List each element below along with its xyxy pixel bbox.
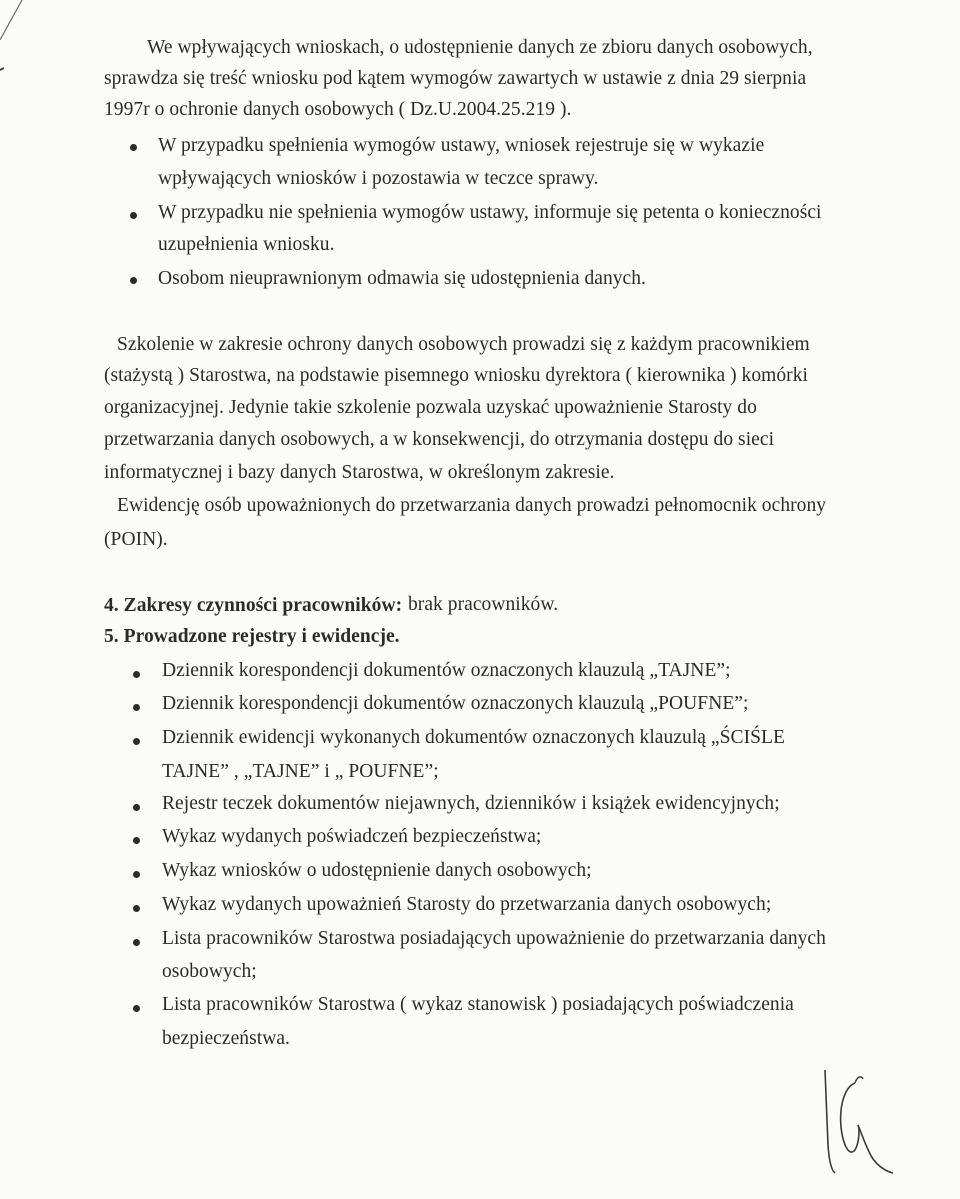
register-item-3-line-2: TAJNE” , „TAJNE” i „ POUFNE”; — [162, 761, 439, 782]
bullet-icon — [133, 905, 140, 912]
records-note-line-1: Ewidencję osób upoważnionych do przetwarzania danych prowadzi pełnomocnik ochrony — [117, 495, 827, 516]
bullet-icon — [133, 837, 140, 844]
bullet-icon — [133, 939, 140, 946]
bullet-icon — [133, 871, 140, 878]
register-item-3-line-1: Dziennik ewidencji wykonanych dokumentów oznaczonych klauzulą „ŚCIŚLE — [162, 727, 785, 748]
bullet-icon — [133, 738, 140, 745]
intro-line-2: sprawdza się treść wniosku pod kątem wymogów zawartych w ustawie z dnia 29 sierpnia — [104, 68, 807, 89]
section-4-heading: 4. Zakresy czynności pracowników: — [104, 595, 403, 616]
training-line-1: Szkolenie w zakresie ochrony danych osobowych prowadzi się z każdym pracownikiem — [117, 334, 810, 355]
bullet-icon — [133, 1005, 140, 1012]
records-note-line-2: (POIN). — [104, 529, 168, 550]
register-item-5: Wykaz wydanych poświadczeń bezpieczeństwa; — [162, 826, 542, 847]
condition-2-line-2: uzupełnienia wniosku. — [158, 234, 335, 255]
condition-2-line-1: W przypadku nie spełnienia wymogów ustawy, informuje się petenta o konieczności — [158, 202, 822, 223]
condition-1-line-1: W przypadku spełnienia wymogów ustawy, wniosek rejestruje się w wykazie — [158, 135, 765, 156]
condition-3-line-1: Osobom nieuprawnionym odmawia się udostępnienia danych. — [158, 268, 646, 289]
bullet-icon — [130, 277, 137, 284]
register-item-1: Dziennik korespondencji dokumentów oznaczonych klauzulą „TAJNE”; — [162, 660, 731, 681]
register-item-2: Dziennik korespondencji dokumentów oznaczonych klauzulą „POUFNE”; — [162, 693, 749, 714]
register-item-8-line-1: Lista pracowników Starostwa posiadających upoważnienie do przetwarzania danych — [162, 928, 826, 949]
register-item-6: Wykaz wniosków o udostępnienie danych osobowych; — [162, 860, 592, 881]
scan-edge-mark — [0, 0, 40, 80]
register-item-9-line-1: Lista pracowników Starostwa ( wykaz stanowisk ) posiadających poświadczenia — [162, 994, 794, 1015]
bullet-icon — [130, 212, 137, 219]
register-item-9-line-2: bezpieczeństwa. — [162, 1028, 290, 1049]
signature-mark — [815, 1065, 905, 1180]
training-line-5: informatycznej i bazy danych Starostwa, w określonym zakresie. — [104, 462, 615, 483]
bullet-icon — [130, 144, 137, 151]
register-item-4: Rejestr teczek dokumentów niejawnych, dzienników i książek ewidencyjnych; — [162, 793, 780, 814]
bullet-icon — [133, 704, 140, 711]
register-item-8-line-2: osobowych; — [162, 961, 257, 982]
bullet-icon — [133, 804, 140, 811]
training-line-4: przetwarzania danych osobowych, a w konsekwencji, do otrzymania dostępu do sieci — [104, 429, 775, 450]
intro-line-1: We wpływających wnioskach, o udostępnienie danych ze zbioru danych osobowych, — [147, 37, 813, 58]
bullet-icon — [133, 671, 140, 678]
register-item-7: Wykaz wydanych upoważnień Starosty do przetwarzania danych osobowych; — [162, 894, 772, 915]
intro-line-3: 1997r o ochronie danych osobowych ( Dz.U.2004.25.219 ). — [104, 99, 572, 120]
condition-1-line-2: wpływających wniosków i pozostawia w teczce sprawy. — [158, 168, 599, 189]
training-line-3: organizacyjnej. Jedynie takie szkolenie pozwala uzyskać upoważnienie Starosty do — [104, 397, 757, 418]
training-line-2: (stażystą ) Starostwa, na podstawie pisemnego wniosku dyrektora ( kierownika ) komórki — [104, 365, 808, 386]
section-4-value: brak pracowników. — [408, 594, 559, 615]
section-5-heading: 5. Prowadzone rejestry i ewidencje. — [104, 626, 400, 647]
